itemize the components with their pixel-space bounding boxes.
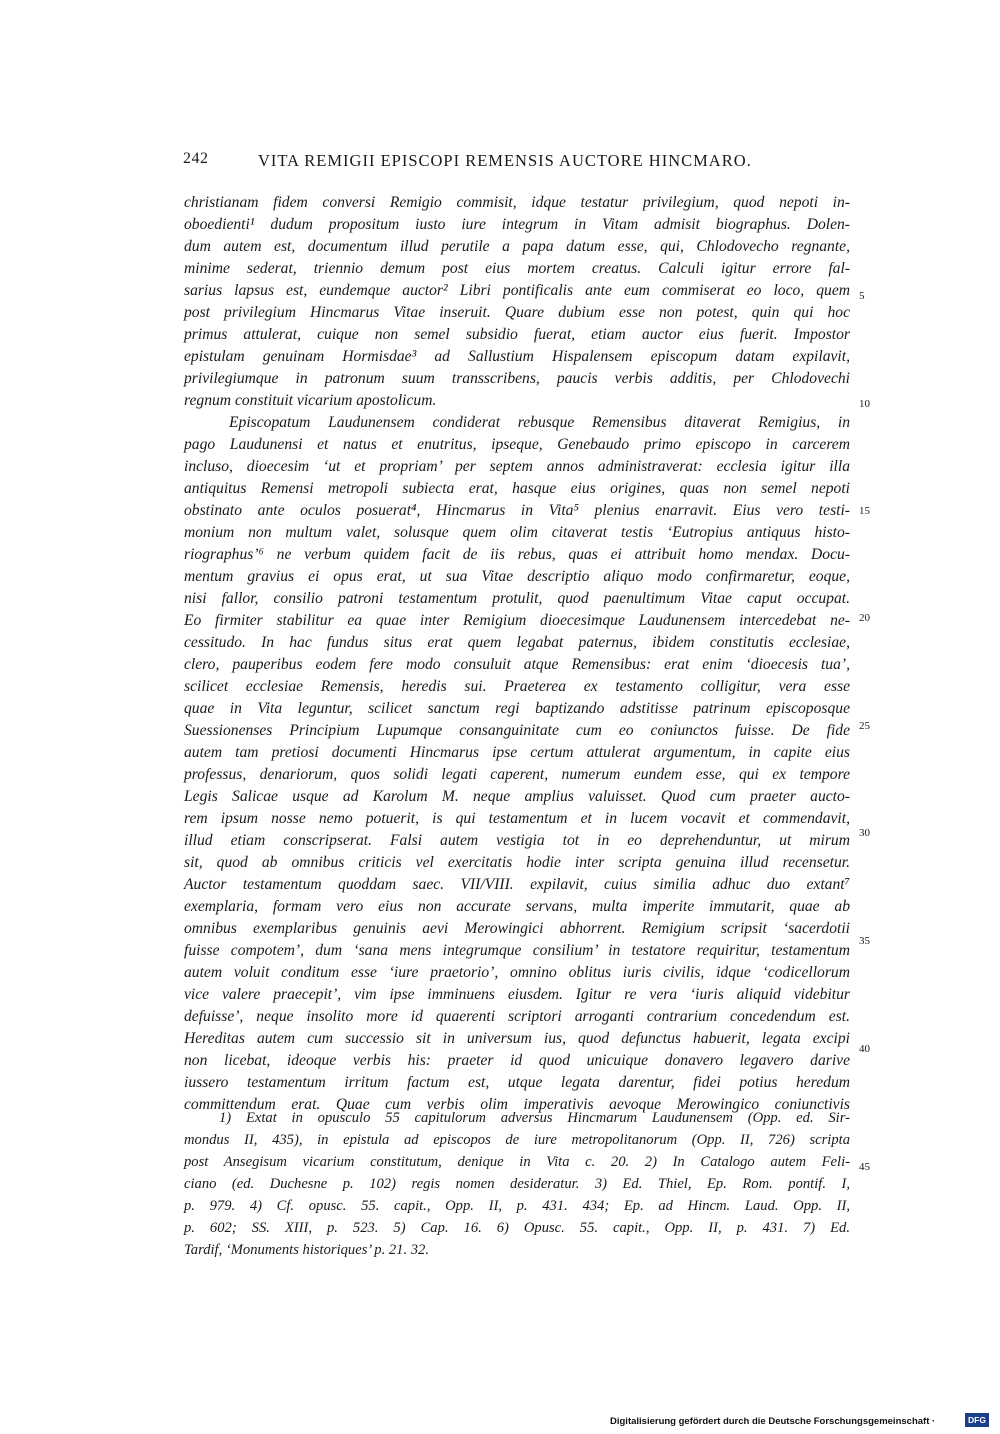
footnote-line: post Ansegisum vicarium constitutum, denique in Vita c. 20. 2) In Catalogo autem Feli- (184, 1154, 850, 1170)
line-number: 30 (859, 827, 870, 839)
footnote-line: ciano (ed. Duchesne p. 102) regis nomen desideratur. 3) Ed. Thiel, Ep. Rom. pontif. I, (184, 1176, 850, 1192)
text-line: committendum erat. Quae cum verbis olim imperativis aevoque Merowingico coniunctivis (184, 1096, 850, 1113)
text-line: vice valere praecepit’, vim ipse imminuens eiusdem. Igitur re vera ‘iuris aliquid videbitur (184, 986, 850, 1003)
text-line: illud etiam conscripserat. Falsi autem vestigia tot in eo deprehenduntur, ut mirum (184, 832, 850, 849)
text-line: autem tam pretiosi documenti Hincmarus ipse certum attulerat argumentum, in capite eius (184, 744, 850, 761)
text-line: professus, denariorum, quos solidi legati caperent, numerum eundem esse, qui ex tempore (184, 766, 850, 783)
text-line: autem voluit conditum esse ‘iure praetorio’, omnino oblitus iuris civilis, idque ‘codicellorum (184, 964, 850, 981)
line-number: 25 (859, 720, 870, 732)
text-line: mentum gravius ei opus erat, ut sua Vitae descriptio aliquo modo confirmaretur, eoque, (184, 568, 850, 585)
text-line: antiquitus Remensi metropoli subiecta erat, hasque eius origines, quas non semel nepoti (184, 480, 850, 497)
footnote-line: p. 602; SS. XIII, p. 523. 5) Cap. 16. 6) Opusc. 55. capit., Opp. II, p. 431. 7) Ed. (184, 1220, 850, 1236)
text-line: post privilegium Hincmarus Vitae inseruit. Quare dubium esse non potest, quin qui hoc (184, 304, 850, 321)
text-line: exemplaria, formam vero eius non accurate servans, multa imperite immutarit, quae ab (184, 898, 850, 915)
text-line: Hereditas autem cum successio sit in universum ius, quod defunctus habuerit, legata excipi (184, 1030, 850, 1047)
text-line: rem ipsum nosse nemo potuerit, is qui testamentum et in lucem vocavit et commendavit, (184, 810, 850, 827)
text-line: incluso, dioecesim ‘ut et propriam’ per septem annos administraverat: ecclesia igitur illa (184, 458, 850, 475)
footnote-line: Tardif, ‘Monuments historiques’ p. 21. 32. (184, 1242, 429, 1258)
text-line: iussero testamentum irritum factum est, utque legata darentur, fidei potius heredum (184, 1074, 850, 1091)
text-line: oboedienti¹ dudum propositum iusto iure integrum in Vitam admisit biographus. Dolen- (184, 216, 850, 233)
text-line: non licebat, ideoque verbis his: praeter id quod unicuique donavero legavero darive (184, 1052, 850, 1069)
text-line: Episcopatum Laudunensem condiderat rebusque Remensibus ditaverat Remigius, in (229, 414, 850, 431)
line-number: 45 (859, 1161, 870, 1173)
line-number: 40 (859, 1043, 870, 1055)
text-line: epistulam genuinam Hormisdae³ ad Sallustium Hispalensem episcopum datam expilavit, (184, 348, 850, 365)
text-line: Suessionenses Principium Lupumque consanguinitate cum eo coniunctos fuisse. De fide (184, 722, 850, 739)
text-line: sarius lapsus est, eundemque auctor² Libri pontificalis ante eum commiserat eo loco, quem (184, 282, 850, 299)
footnote-line: 1) Extat in opusculo 55 capitulorum adversus Hincmarum Laudunensem (Opp. ed. Sir- (219, 1110, 850, 1126)
text-line: fuisse compotem’, dum ‘sana mens integrumque consilium’ in testatore requiritur, testamentum (184, 942, 850, 959)
line-number: 5 (859, 290, 865, 302)
text-line: Auctor testamentum quoddam saec. VII/VIII. expilavit, cuius similia adhuc duo extant⁷ (184, 876, 850, 893)
text-line: regnum constituit vicarium apostolicum. (184, 392, 437, 409)
text-line: minime sederat, triennio demum post eius mortem creatus. Calculi igitur errore fal- (184, 260, 850, 277)
text-line: nisi fallor, consilio patroni testamentum protulit, quod paenultimum Vitae caput occupat. (184, 590, 850, 607)
text-line: Eo firmiter stabilitur ea quae inter Remigium dioecesimque Laudunensem intercedebat ne- (184, 612, 850, 629)
running-title: VITA REMIGII EPISCOPI REMENSIS AUCTORE HINCMARO. (258, 151, 752, 170)
text-line: scilicet ecclesiae Remensis, heredis sui. Praeterea ex testamento colligitur, vera esse (184, 678, 850, 695)
text-line: obstinato ante oculos posuerat⁴, Hincmarus in Vita⁵ plenius enarravit. Eius vero testi- (184, 502, 850, 519)
line-number: 10 (859, 398, 870, 410)
text-line: primus attulerat, cuique non semel subsidio fuerat, etiam auctor eius fuerit. Impostor (184, 326, 850, 343)
footnote-line: p. 979. 4) Cf. opusc. 55. capit., Opp. II, p. 431. 434; Ep. ad Hincm. Laud. Opp. II, (184, 1198, 850, 1214)
line-number: 15 (859, 505, 870, 517)
text-line: clero, pauperibus eodem fere modo consuluit atque Remensibus: erat enim ‘dioecesis tua’, (184, 656, 850, 673)
text-line: monium non multum valet, solusque quem olim citaverat testis ‘Eutropius antiquus histo- (184, 524, 850, 541)
text-line: pago Laudunensi et natus et enutritus, ipseque, Genebaudo primo episcopo in carcerem (184, 436, 850, 453)
text-line: dum autem est, documentum illud perutile a papa datum esse, qui, Chlodovecho regnante, (184, 238, 850, 255)
dfg-logo: DFG (965, 1413, 989, 1427)
text-line: christianam fidem conversi Remigio commisit, idque testatur privilegium, quod nepoti in- (184, 194, 850, 211)
digitization-credit: Digitalisierung gefördert durch die Deutsche Forschungsgemeinschaft · (610, 1416, 936, 1427)
footnote-line: mondus II, 435), in epistula ad episcopos de iure metropolitanorum (Opp. II, 726) scripta (184, 1132, 850, 1148)
text-line: defuisse’, neque insolito more id quaerenti scriptori arroganti contrarium concedendum est. (184, 1008, 850, 1025)
line-number: 35 (859, 935, 870, 947)
text-line: riographus’⁶ ne verbum quidem facit de iis rebus, quas ei attribuit homo mendax. Docu- (184, 546, 850, 563)
line-number: 20 (859, 612, 870, 624)
page-number: 242 (183, 150, 209, 167)
text-line: sit, quod ab omnibus criticis vel exercitatis hodie inter scripta genuina illud recensetur. (184, 854, 850, 871)
text-line: omnibus exemplaribus genuinis aevi Merowingici abhorrent. Remigium scripsit ‘sacerdotii (184, 920, 850, 937)
text-line: Legis Salicae usque ad Karolum M. neque amplius valuisset. Quod cum praeter aucto- (184, 788, 850, 805)
text-line: quae in Vita leguntur, scilicet sanctum regi baptizando adstitisse patrinum episcoposque (184, 700, 850, 717)
text-line: cessitudo. In hac fundus situs erat quem legabat paternus, ibidem constitutis ecclesiae, (184, 634, 850, 651)
text-line: privilegiumque in patronum suum transscribens, paucis verbis additis, per Chlodovechi (184, 370, 850, 387)
